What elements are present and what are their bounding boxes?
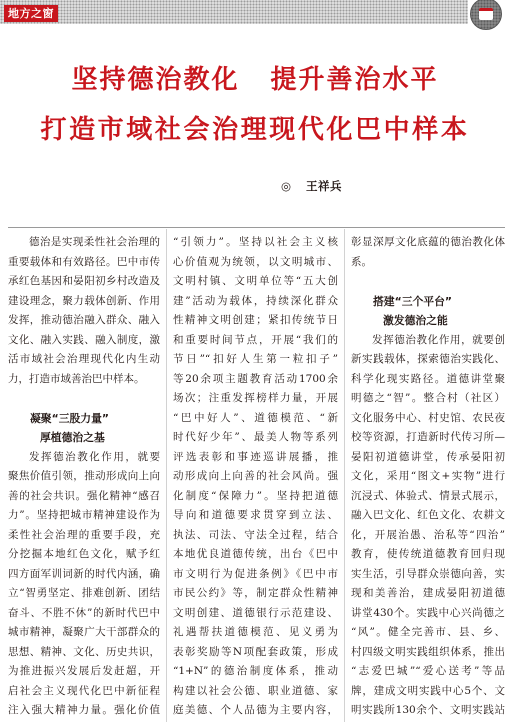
text-line: 牌，建成文明实践中心5个、文 [351,684,505,697]
text-line: 重要载体和有效路径。巴中市传 [8,255,160,268]
lead-paragraph [351,233,505,272]
text-line: 化，开展治愚、治私等“四治” [351,528,505,541]
column-1 [8,233,160,721]
text-line: 文明村镇、文明单位等“五大创 [173,275,338,287]
text-line: 和重要时间节点，开展“我们的 [173,333,338,346]
section-label: 地方之窗 [4,5,58,22]
title-line-1-left: 坚持德治教化 [71,65,240,95]
emblem-inner-mark [479,8,493,20]
text-line: 构建以社会公德、职业道德、家 [173,684,338,697]
text-line: 立“智勇坚定、排难创新、团结 [8,587,160,599]
text-line: 时代好少年”、最美人物等系列 [173,431,338,443]
text-line: 庭美德、个人品德为主要内容， [173,704,338,716]
journal-emblem-icon [470,0,502,30]
text-line: 善的社会共识。强化精神“感召 [8,489,160,502]
text-line: 聚焦价值引领，推动形成向上向 [8,470,160,482]
section-heading [8,409,160,448]
text-line: 现和美善治，建成晏阳初道德 [351,587,505,599]
text-line: 实生活，引导群众崇德向善，实 [351,567,505,580]
text-line: 奋斗、不胜不休”的新时代巴中 [8,606,160,619]
article-title-line-1 [0,64,510,96]
text-line: 本地优良道德传统，出台《巴中 [173,548,338,560]
text-line: 校等资源，打造新时代传习所— [351,431,505,443]
text-line: 动形成向上向善的社会风尚。强 [173,470,338,482]
text-line: 讲堂430个。实践中心兴尚德之 [351,606,505,619]
body-paragraph [8,448,160,721]
text-line: 明德之“智”。整合村（社区） [351,392,505,404]
text-line: 明实践所130余个、文明实践站 [351,704,505,716]
text-line: 场次；注重发挥榜样力量，开展 [173,392,338,404]
column-rule-2 [344,229,345,722]
lead-paragraph [8,233,160,389]
header-pattern-band [0,0,468,24]
text-line: 四方面军训词新的时代内涵，确 [8,567,160,580]
text-line: 礼遇帮扶道德模范、见义勇为 [173,626,338,638]
text-line: “风”。健全完善市、县、乡、 [351,626,505,638]
text-line: 节日”“扣好人生第一粒扣子” [173,353,338,365]
section-heading-line: 搭建“三个平台” [373,294,452,308]
text-line: 彰显深厚文化底蕴的德治教化体 [351,236,505,248]
column-rule-1 [166,229,167,722]
text-line: 执法、司法、守法全过程，结合 [173,528,338,541]
body-paragraph [173,233,338,721]
text-line: “志爱巴城”“爱心送考”等品 [351,665,505,677]
text-line: 德治是实现柔性社会治理的 [29,236,160,248]
text-line: 承红色基因和晏阳初乡村改造及 [8,275,160,287]
body-paragraph [351,331,505,721]
section-heading-line: 厚植德治之基 [40,431,105,444]
text-line: 评选表彰和事迹巡讲展播，推 [173,450,338,463]
text-line: 心价值观为统领，以文明城市、 [173,255,338,268]
text-line: 系。 [351,255,372,268]
author-name: 王祥兵 [306,179,343,193]
text-line: “1+N”的德治制度体系，推动 [173,665,338,677]
column-3 [351,233,505,721]
text-line: 市文明行为促进条例》《巴中市 [173,567,338,580]
text-line: 城市精神，凝聚广大干部群众的 [8,626,160,638]
text-line: 沉浸式、体验式、情景式展示， [351,489,505,502]
text-line: 发挥德治教化作用，就要 [29,450,160,463]
text-line: 注入强大精神力量。强化价值 [8,704,160,716]
text-line: “引领力”。坚持以社会主义核 [173,236,338,248]
text-line: “巴中好人”、道德模范、“新 [173,411,338,424]
text-line: 性精神文明创建；紧扣传统节日 [173,314,338,326]
text-line: 为推进振兴发展后发赶超，开 [8,665,160,677]
section-heading-line: 凝聚“三股力量” [30,411,109,425]
byline-mark: ◎ [281,179,292,193]
section-heading [351,292,505,331]
text-line: 启社会主义现代化巴中新征程 [8,684,160,697]
header-divider [8,227,505,228]
text-line: 文明创建、道德银行示范建设、 [173,606,338,619]
text-line: 发挥，推动德治融入群众、融入 [8,314,160,326]
text-line: 导向和道德要求贯穿到立法、 [173,509,338,521]
text-line: 力”。坚持把城市精神建设作为 [8,509,160,521]
text-line: 教育，使传统道德教育回归现 [351,548,505,560]
text-line: 市民公约》等，制定群众性精神 [173,587,338,599]
text-line: 思想、精神、文化、历史共识， [8,645,160,658]
text-line: 融入巴文化、红色文化、农耕文 [351,509,505,521]
text-line: 分挖掘本地红色文化，赋予红 [8,548,160,560]
text-line: 活市域社会治理现代化内生动 [8,353,160,365]
text-line: 村四级文明实践组织体系，推出 [351,645,505,658]
byline [281,178,342,194]
text-line: 力，打造市域善治巴中样本。 [8,372,145,385]
text-line: 科学化现实路径。道德讲堂聚 [351,372,505,385]
text-line: 建”活动为载体，持续深化群众 [173,294,338,307]
text-line: 建设理念，聚力载体创新、作用 [8,294,160,307]
text-line: 化制度“保障力”。坚持把道德 [173,489,338,502]
text-line: 文化，采用“图文+实物”进行 [351,470,505,482]
article-title-line-2: 打造市域社会治理现代化巴中样本 [40,115,470,145]
text-line: 柔性社会治理的重要手段，充 [8,528,160,541]
text-line: 发挥德治教化作用，就要创 [372,333,505,346]
text-line: 新实践载体，探索德治实践化、 [351,353,505,365]
text-line: 文化服务中心、村史馆、农民夜 [351,411,505,424]
text-line: 文化、融入实践、融入制度，激 [8,333,160,346]
text-line: 等20余项主题教育活动1700余 [173,372,338,385]
title-line-1-right: 提升善治水平 [270,65,439,95]
text-line: 晏阳初道德讲堂，传承晏阳初 [351,450,505,463]
text-line: 表彰奖励等N项配套政策，形成 [173,645,338,658]
column-2 [173,233,338,721]
section-heading-line: 激发德治之能 [383,314,448,327]
